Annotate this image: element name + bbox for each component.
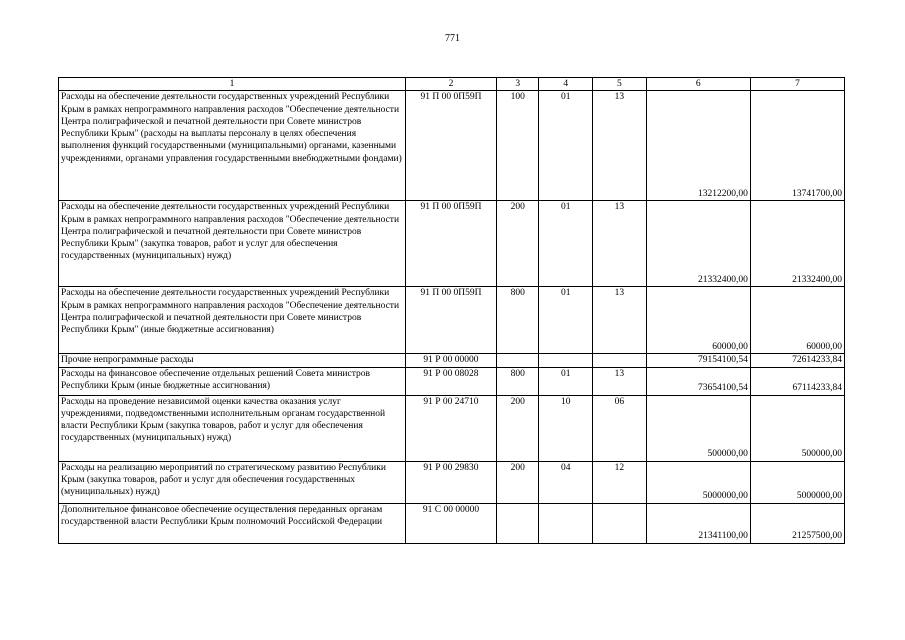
row-subsection: 13 xyxy=(593,367,647,395)
row-description: Расходы на обеспечение деятельности государственных учреждений Республики Крым в рамках непрограммного направления расходов "Обеспечение деятельности Центра полиграфической и печатной деятельности при Совете министров Республики Крым" (иные бюджетные ассигнования) xyxy=(59,287,406,354)
row-amount-year2: 13741700,00 xyxy=(750,91,844,201)
budget-table xyxy=(58,77,845,544)
row-amount-year1: 5000000,00 xyxy=(646,461,750,503)
row-section: 10 xyxy=(539,395,593,461)
table-row xyxy=(59,287,845,354)
row-amount-year1: 21332400,00 xyxy=(646,201,750,287)
row-section: 04 xyxy=(539,461,593,503)
column-header: 2 xyxy=(405,78,496,91)
row-amount-year1: 21341100,00 xyxy=(646,503,750,543)
row-expense-type: 100 xyxy=(497,91,539,201)
row-subsection: 13 xyxy=(593,201,647,287)
row-expense-type: 800 xyxy=(497,367,539,395)
row-section xyxy=(539,503,593,543)
row-amount-year2: 67114233,84 xyxy=(750,367,844,395)
table-row xyxy=(59,91,845,201)
row-subsection: 13 xyxy=(593,287,647,354)
row-description: Расходы на обеспечение деятельности государственных учреждений Республики Крым в рамках непрограммного направления расходов "Обеспечение деятельности Центра полиграфической и печатной деятельности при Совете министров Республики Крым" (закупка товаров, работ и услуг для обеспечения государственных (муниципальных) нужд) xyxy=(59,201,406,287)
row-section: 01 xyxy=(539,287,593,354)
row-expense-type: 800 xyxy=(497,287,539,354)
table-row xyxy=(59,461,845,503)
row-section: 01 xyxy=(539,367,593,395)
row-section xyxy=(539,354,593,367)
row-subsection xyxy=(593,503,647,543)
row-description: Расходы на реализацию мероприятий по стратегическому развитию Республики Крым (закупка товаров, работ и услуг для обеспечения государственных (муниципальных) нужд) xyxy=(59,461,406,503)
column-header: 6 xyxy=(646,78,750,91)
row-subsection: 12 xyxy=(593,461,647,503)
table-row xyxy=(59,395,845,461)
row-target-code: 91 Р 00 08028 xyxy=(405,367,496,395)
row-amount-year1: 79154100,54 xyxy=(646,354,750,367)
row-section: 01 xyxy=(539,91,593,201)
row-description: Прочие непрограммные расходы xyxy=(59,354,406,367)
row-subsection xyxy=(593,354,647,367)
row-section: 01 xyxy=(539,201,593,287)
row-amount-year1: 60000,00 xyxy=(646,287,750,354)
column-header: 3 xyxy=(497,78,539,91)
table-row xyxy=(59,367,845,395)
row-amount-year1: 500000,00 xyxy=(646,395,750,461)
row-expense-type: 200 xyxy=(497,201,539,287)
row-subsection: 13 xyxy=(593,91,647,201)
column-header: 5 xyxy=(593,78,647,91)
row-target-code: 91 Р 00 00000 xyxy=(405,354,496,367)
column-header: 7 xyxy=(750,78,844,91)
row-expense-type xyxy=(497,354,539,367)
row-amount-year2: 72614233,84 xyxy=(750,354,844,367)
row-amount-year2: 21257500,00 xyxy=(750,503,844,543)
row-target-code: 91 П 00 0П59П xyxy=(405,287,496,354)
row-description: Расходы на финансовое обеспечение отдельных решений Совета министров Республики Крым (иные бюджетные ассигнования) xyxy=(59,367,406,395)
table-row xyxy=(59,354,845,367)
row-amount-year1: 13212200,00 xyxy=(646,91,750,201)
row-description: Дополнительное финансовое обеспечение осуществления переданных органам государственной власти Республики Крым полномочий Российской Федерации xyxy=(59,503,406,543)
row-amount-year1: 73654100,54 xyxy=(646,367,750,395)
row-amount-year2: 21332400,00 xyxy=(750,201,844,287)
row-target-code: 91 Р 00 24710 xyxy=(405,395,496,461)
row-expense-type xyxy=(497,503,539,543)
row-expense-type: 200 xyxy=(497,461,539,503)
row-target-code: 91 С 00 00000 xyxy=(405,503,496,543)
column-header: 4 xyxy=(539,78,593,91)
row-target-code: 91 П 00 0П59П xyxy=(405,201,496,287)
table-row xyxy=(59,201,845,287)
row-expense-type: 200 xyxy=(497,395,539,461)
page-number: 771 xyxy=(445,33,460,44)
row-target-code: 91 Р 00 29830 xyxy=(405,461,496,503)
row-amount-year2: 60000,00 xyxy=(750,287,844,354)
table-header-row xyxy=(59,78,845,91)
row-description: Расходы на обеспечение деятельности государственных учреждений Республики Крым в рамках непрограммного направления расходов "Обеспечение деятельности Центра полиграфической и печатной деятельности при Совете министров Республики Крым" (расходы на выплаты персоналу в целях обеспечения выполнения функций государственными (муниципальными) органами, казенными учреждениями, органами управления государственными внебюджетными фондами) xyxy=(59,91,406,201)
table-row xyxy=(59,503,845,543)
row-target-code: 91 П 00 0П59П xyxy=(405,91,496,201)
row-amount-year2: 5000000,00 xyxy=(750,461,844,503)
row-description: Расходы на проведение независимой оценки качества оказания услуг учреждениями, подведомственными исполнительным органам государственной власти Республики Крым (закупка товаров, работ и услуг для обеспечения государственных (муниципальных) нужд) xyxy=(59,395,406,461)
row-subsection: 06 xyxy=(593,395,647,461)
column-header: 1 xyxy=(59,78,406,91)
row-amount-year2: 500000,00 xyxy=(750,395,844,461)
